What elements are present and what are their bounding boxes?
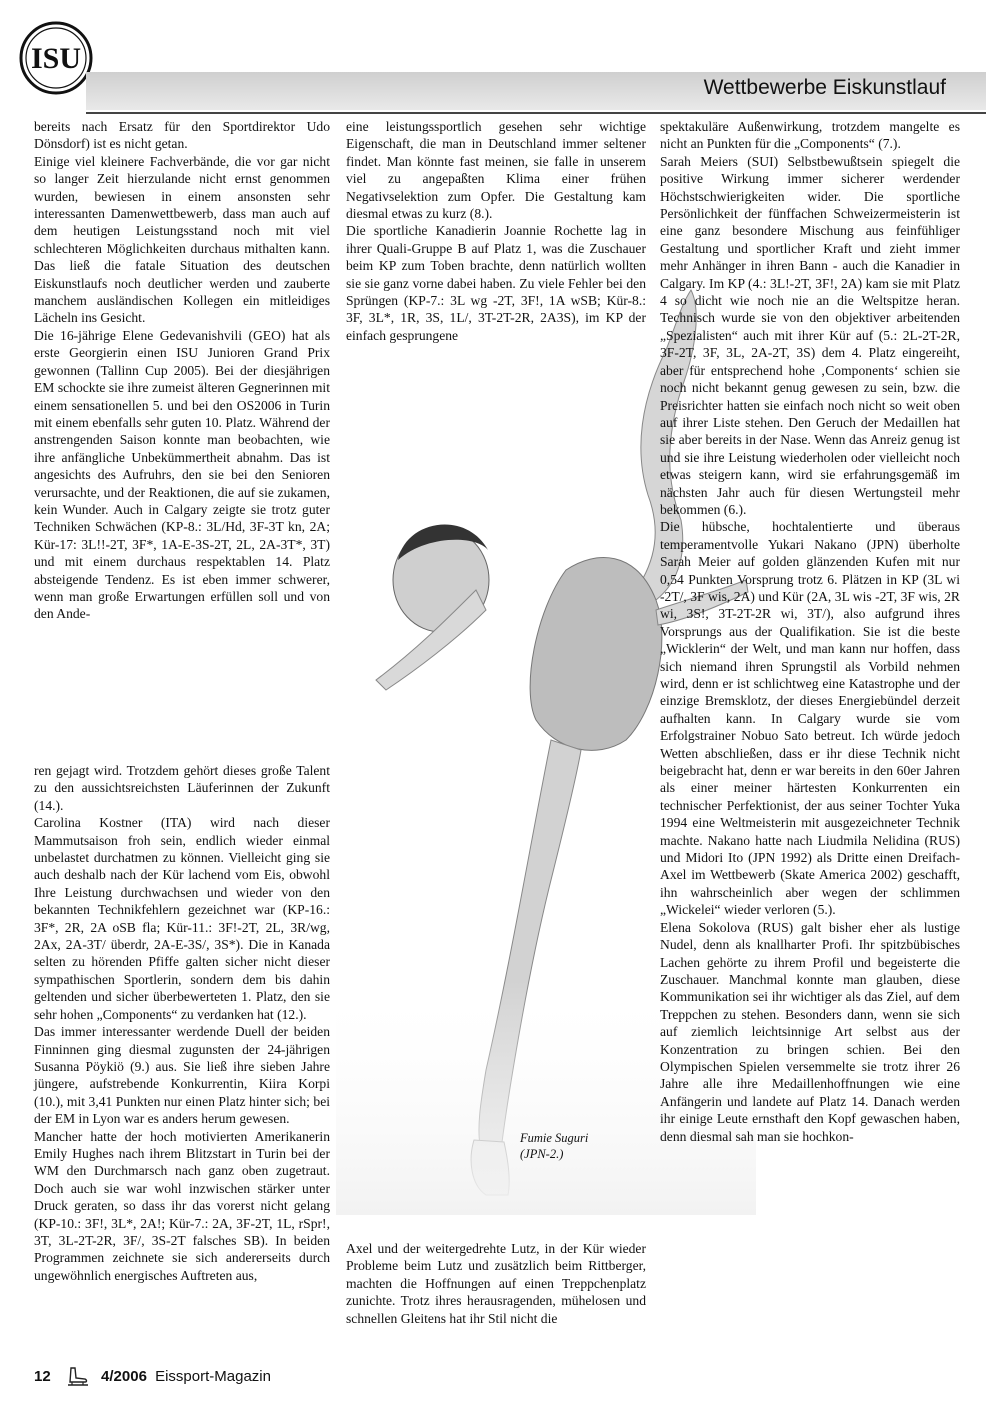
paragraph: Carolina Kostner (ITA) wird nach dieser Mammutsaison froh sein, endlich wieder einmal unbelastet durchatmen zu können. Vielleicht ging sie auch deshalb nach der Kür lachend vom Eis, obwohl Ihre Leistung durchwachsen und wieder von den bekannten Technikfehlern gezeichnet war (KP-16.: 3F*, 2R, 2A oSB fla; Kür-11.: 3F!-2T, 2L, 3R/wg, 2Ax, 2A-3T/ überdr, 2A-E-3S/, 3S*). Die in Kanada selten zu hörenden Pfiffe galten sicher nicht dieser sympathischen Sportlerin, sondern dem bis dahin geltenden und sicher überbewerteten 1. Platz, den sie sehr hohen „Components“ zu verdanken hat (12.). bbox=[34, 815, 330, 1022]
caption-name: Fumie Suguri bbox=[520, 1131, 589, 1145]
paragraph: ren gejagt wird. Trotzdem gehört dieses große Talent zu den aussichtsreichsten Läuferinnen der Zukunft (14.). bbox=[34, 763, 330, 813]
paragraph: Die 16-jährige Elene Gedevanishvili (GEO) hat als erste Georgierin einen ISU Junioren Grand Prix gewonnen (Tallinn Cup 2005). Bei der diesjährigen EM schockte sie ihre zumeist älteren Gegnerinnen mit einem sensationellen 5. und bei den OS2006 in Turin mit einem ebenfalls sehr guten 10. Platz. Während der anstrengenden Saison konnte man beobachten, wie ihre anfängliche Unbekümmertheit abnahm. Das ist angesichts des Aufruhrs, den sie bei den Senioren verursachte, und der Reaktionen, die auf sie zukamen, kein Wunder. Auch in Calgary zeigte sie trotz guter Techniken Schwächen (KP-8.: 3L/Hd, 3F-3T kn, 2A; Kür-17: 3L!!-2T, 3F*, 1A-E-3S-2T, 2L, 2A-3T*, 3T) und mit einem durchaus respektablen 14. Platz absteigende Tendenz. Es ist eben immer schwerer, wenn man große Erwartungen erfüllen soll und von den Ande- bbox=[34, 327, 330, 622]
section-title: Wettbewerbe Eiskunstlauf bbox=[703, 76, 946, 99]
paragraph: Die hübsche, hochtalentierte und überaus temperamentvolle Yukari Nakano (JPN) überholte Sarah Meier auf golden glänzenden Kufen mit nur 0,54 Punkten Vorsprung trotz 6. Plätzen in KP (3L wi -2T/, 3F wis, 2A) und Kür (2A, 3L wis -2T, 3F wis, 2R wi, 3S!, 3T-2T-2R wi, 3T/), also aufgrund ihres Vorsprungs aus der Qualifikation. Sie ist die beste „Wicklerin“ der Welt, und man kann nur hoffen, dass sich niemand ihren Sprungstil als Vorbild nehmen wird, denn er ist schlichtweg eine Katastrophe und der einzige Bremsklotz, der dieses Energiebündel derzeit aufhalten kann. In Calgary wurde sie vom Erfolgstrainer Nobuo Sato betreut. Ich würde jedoch Wetten abschließen, dass er ihr diese Technik nicht beigebracht hat, denn er war bereits in den 60er Jahren als einer meiner härtesten Konkurrenten ein technischer Perfektionist, der aus seiner Tochter Yuka 1994 eine Weltmeisterin mit ausgezeichneter Technik machte. Nakano hatte nach Liudmila Nelidina (RUS) und Midori Ito (JPN 1992) als Dritte einen Dreifach-Axel im Wettbewerb (Skate America 2002) geschafft, ihn wahrscheinlich aber wegen der schlimmen „Wickelei“ wieder verloren (5.). bbox=[660, 519, 960, 918]
svg-text:ISU: ISU bbox=[30, 42, 82, 75]
paragraph: Sarah Meiers (SUI) Selbstbewußtsein spiegelt die positive Wirkung immer sicherer werdender Höchstschwierigkeiten wider. Die sportliche Persönlichkeit der fünffachen Schweizermeisterin ist eine ganz besondere Mischung aus feinfühliger Gestaltung und sportlicher Kraft und zieht immer mehr Anhänger in ihren Bann - auch die Kanadier in Calgary. Im KP (4.: 3L!-2T, 3F!, 2A) kam sie mit Platz 4 so dicht wie noch nie an die Weltspitze heran. Technisch wurde sie von den objektiver arbeitenden „Spezialisten“ auch mit ihrer Kür auf (5.: 2L-2T-2R, 3F-2T, 3F, 3L, 2A-2T, 3S) dem 4. Platz eingereiht, aber für entsprechend hohe ‚Components‘ schien sie noch nicht bekannt genug gewesen zu sein, bzw. die Preisrichter hatten sie einfach noch nicht so weit oben auf ihrer Liste stehen. Den Geruch der Medaillen hat sie aber bereits in der Nase. Wenn das Anreiz genug ist und sie ihre Leistung wiederholen oder vielleicht noch etwas steigern kann, wird sie erfahrungsgemäß im nächsten Jahr auch für diesen Wertungsteil mehr bekommen (6.). bbox=[660, 153, 960, 517]
middle-column-top bbox=[346, 118, 646, 344]
issue-number: 4/2006 bbox=[101, 1367, 147, 1385]
magazine-name: Eissport-Magazin bbox=[155, 1367, 271, 1385]
skate-icon bbox=[65, 1366, 91, 1388]
paragraph: Mancher hatte der hoch motivierten Amerikanerin Emily Hughes nach ihrem Blitzstart in Turin bei der WM den Durchmarsch nach ganz oben zugetraut. Doch auch sie war wohl inzwischen stärker unter Druck geraten, so dass ihr das vorerst nicht gelang (KP-10.: 3F!, 3L*, 2A!; Kür-7.: 2A, 3F-2T, 1L, rSpr!, 3T, 3L-2T-2R, 3F/, 3S-2T falsches SB). In beiden Programmen zeichnete sie sich andererseits durch ungewöhnlich energisches Auftreten aus, bbox=[34, 1128, 330, 1283]
right-column bbox=[660, 118, 960, 1145]
paragraph: spektakuläre Außenwirkung, trotzdem mangelte es nicht an Punkten für die „Components“ (7.). bbox=[660, 119, 960, 152]
paragraph: eine leistungssportlich gesehen sehr wichtige Eigenschaft, die man in Deutschland immer seltener findet. Man könnte fast meinen, sie falle in unserem viel zu angepaßten Klima einer frühen Negativselektion zum Opfer. Die Gestaltung kam diesmal etwas zu kurz (8.). bbox=[346, 119, 646, 222]
paragraph: Elena Sokolova (RUS) galt bisher eher als lustige Nudel, denn als knallharter Profi. Ihr spitzbübisches Lachen gehörte zu ihrem Profil und begeisterte die Zuschauer. Manchmal konnte man glauben, diese Kommunikation sei ihr wichtiger als das Ziel, auf dem Treppchen zu stehen. Besonders dann, wenn sie sich auf ziemlich leichtsinnige Art selbst aus der Konzentration zu bringen schien. Bei den Olympischen Spielen versemmelte sie trotz ihrer 26 Jahre alle ihre Medaillenhoffnungen wie eine Anfängerin und landete auf Platz 14. Danach werden ihr einige Leute ernsthaft den Kopf gewaschen haben, denn diesmal sah man sie hochkon- bbox=[660, 919, 960, 1144]
middle-column-bottom bbox=[346, 1240, 646, 1327]
page-number: 12 bbox=[34, 1367, 51, 1385]
header-band bbox=[86, 72, 986, 110]
paragraph: Einige viel kleinere Fachverbände, die vor gar nicht so langer Zeit hierzulande nicht ernst genommen wurden, bewiesen in einem ansonsten sehr interessanten Damenwettbewerb, dass man auch auf dem heutigen Leistungsstand noch mit viel schlechteren Möglichkeiten durchaus mithalten kann. Das ließ die fatale Situation des deutschen Eiskunstlaufs noch deutlicher werden und zauberte manchem ausländischen Kollegen ein mitleidiges Lächeln ins Gesicht. bbox=[34, 153, 330, 326]
caption-country: (JPN-2.) bbox=[520, 1147, 564, 1161]
paragraph: bereits nach Ersatz für den Sportdirektor Udo Dönsdorf) ist es nicht getan. bbox=[34, 119, 330, 152]
left-column-bottom bbox=[34, 762, 330, 1284]
paragraph: Axel und der weitergedrehte Lutz, in der Kür wieder Probleme beim Lutz und zusätzlich beim Rittberger, machten die Hoffnungen auf einen Treppchenplatz zunichte. Trotz ihres herausragenden, mühelosen und schnellen Gleitens hat ihr Stil nicht die bbox=[346, 1241, 646, 1326]
header-divider bbox=[86, 112, 986, 114]
paragraph: Die sportliche Kanadierin Joannie Rochette lag in ihrer Quali-Gruppe B auf Platz 1, was die Zuschauer beim KP zum Toben brachte, denn natürlich wollten sie sie ganz vorne dabei haben. Zu viele Fehler bei den Sprüngen (KP-7.: 3L wg -2T, 3F!, 1A wSB; Kür-8.: 3F, 3L*, 1R, 3S, 1L/, 3T-2T-2R, 2A3S), im KP der einfach gesprungene bbox=[346, 223, 646, 343]
paragraph: Das immer interessanter werdende Duell der beiden Finninnen ging diesmal zugunsten der 24-jährigen Susanna Pöykiö (9.) aus. Sie ließ ihre sieben Jahre jüngere, aufstrebende Konkurrentin, Kiira Korpi (10.), mit 3,41 Punkten nur einen Platz hinter sich; bei der EM in Lyon war es anders herum gewesen. bbox=[34, 1024, 330, 1127]
page-footer bbox=[34, 1366, 271, 1388]
isu-logo bbox=[18, 20, 94, 96]
photo-caption bbox=[520, 1130, 588, 1162]
left-column-top bbox=[34, 118, 330, 623]
